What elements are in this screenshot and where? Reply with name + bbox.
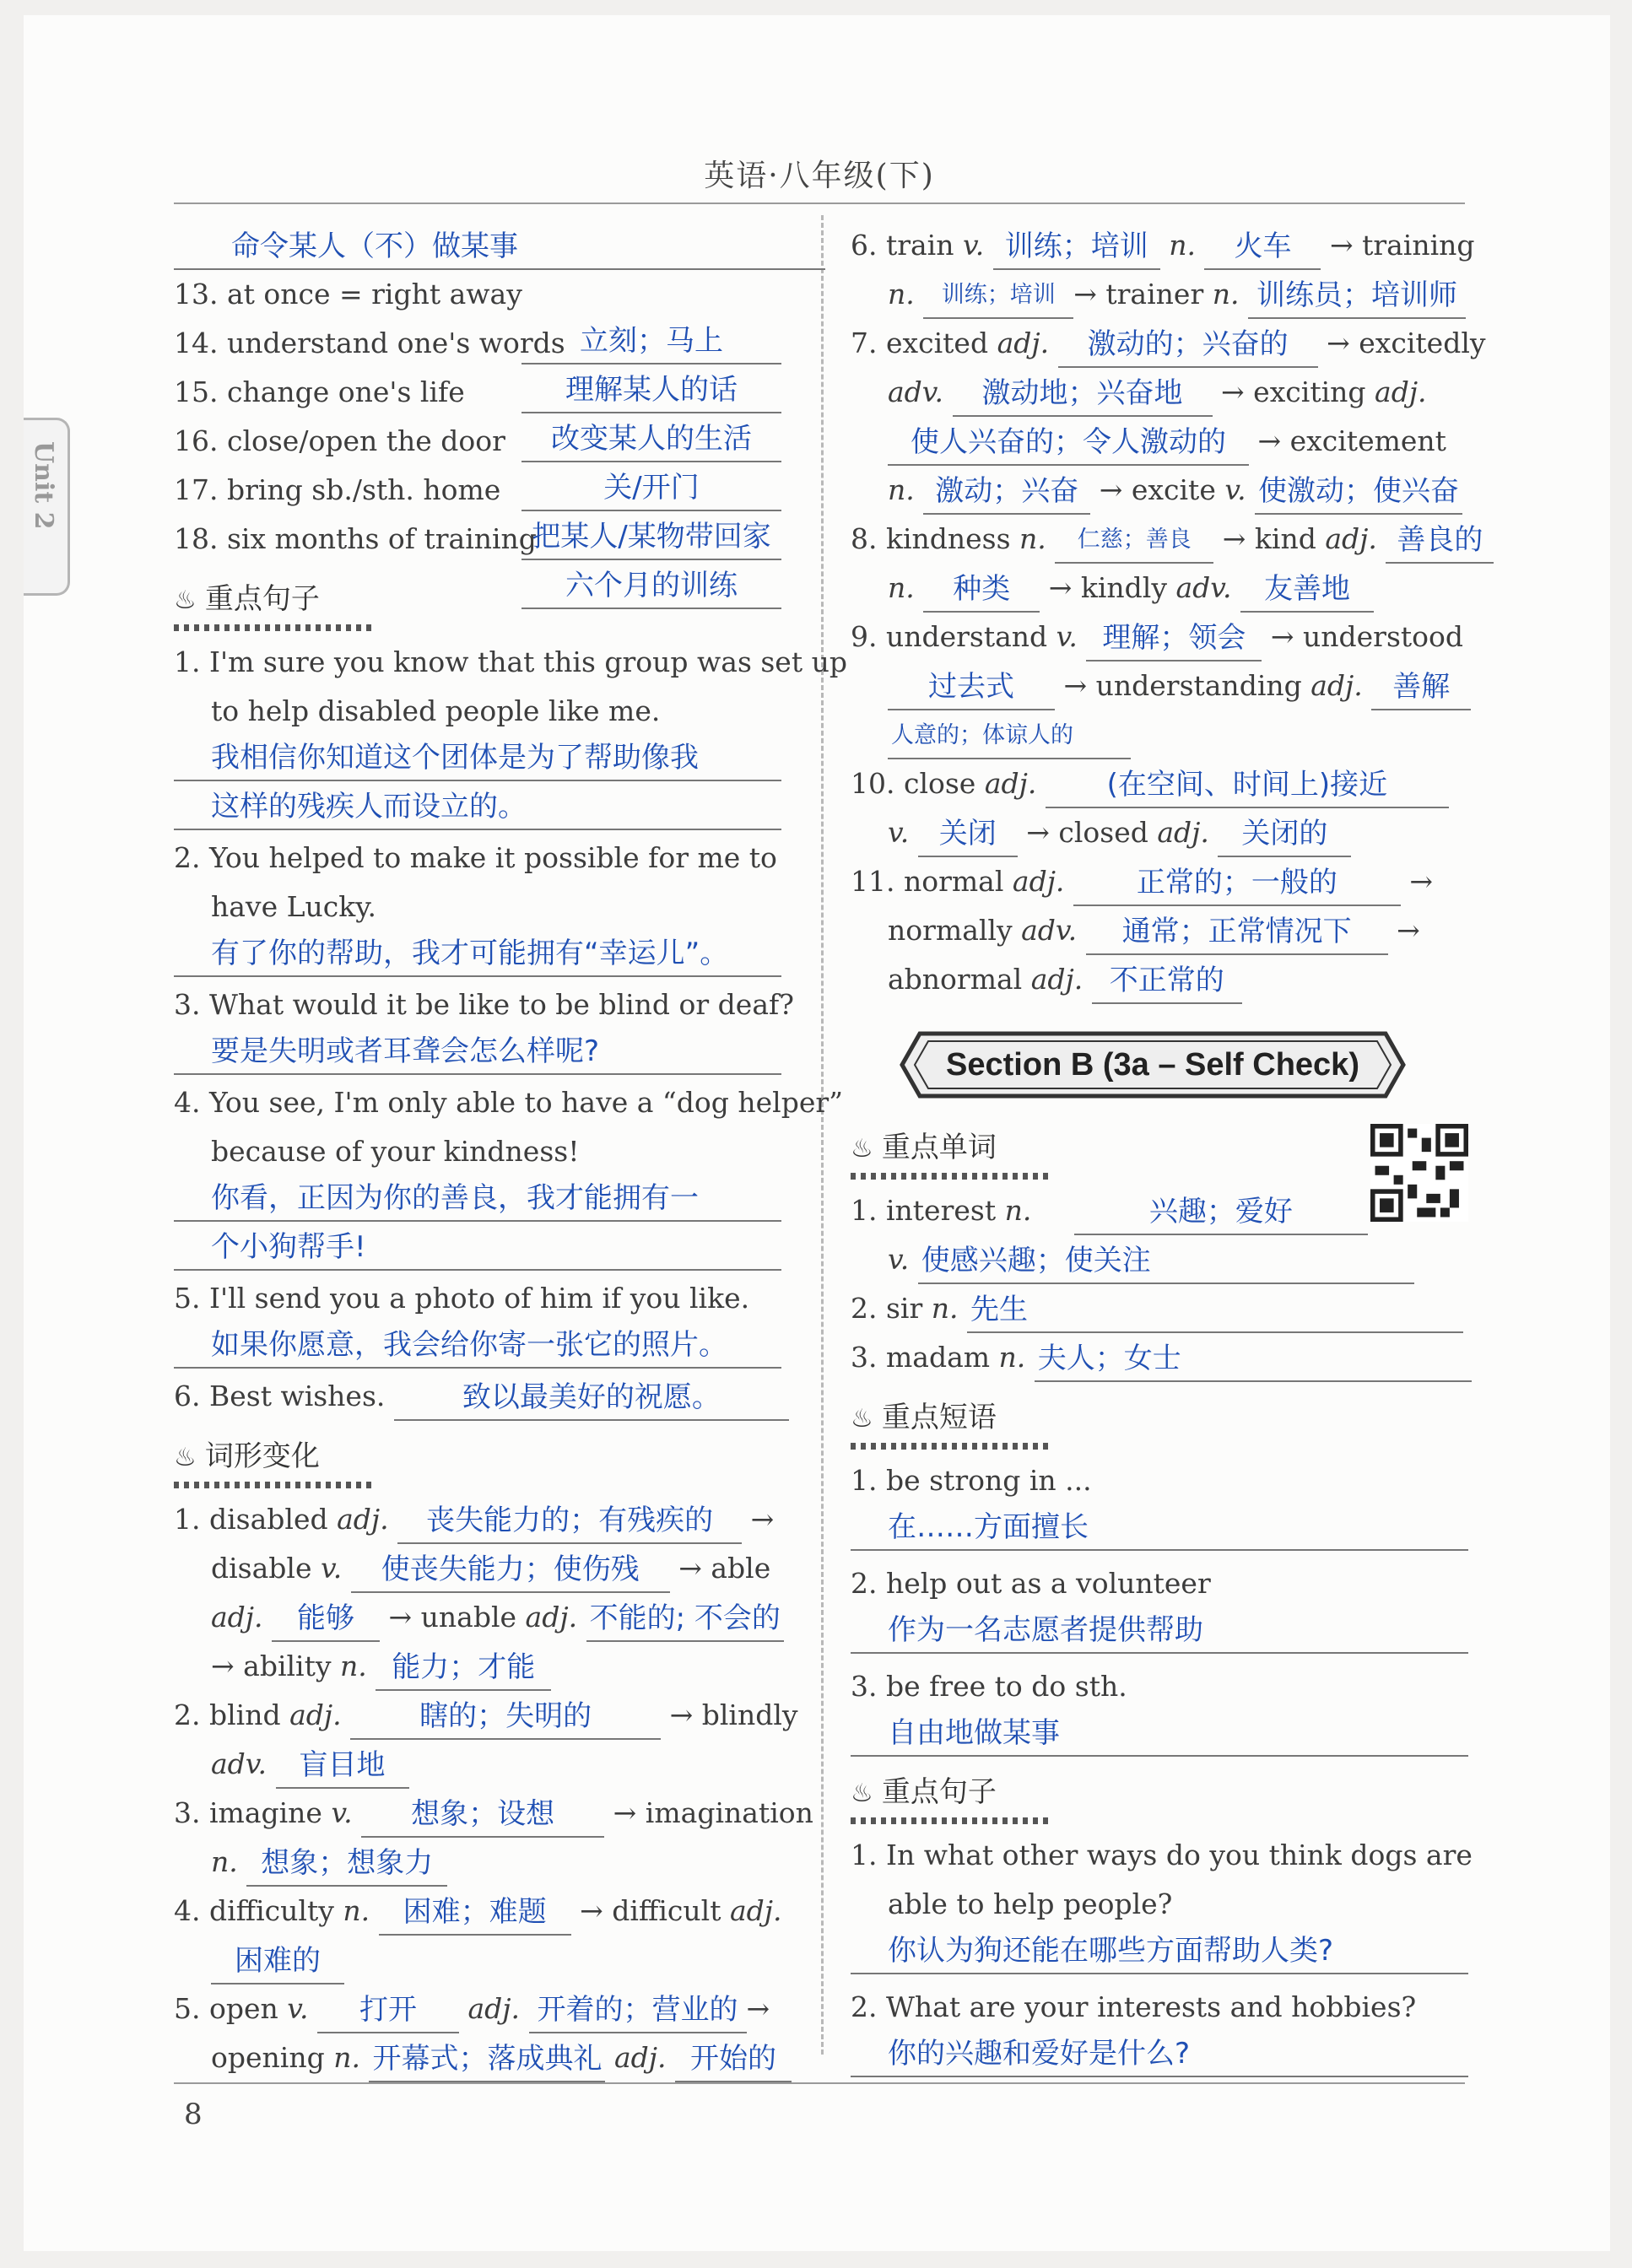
answer-text: 过去式 xyxy=(888,665,1055,710)
answer-text: 善解 xyxy=(1371,665,1471,710)
answer-text: 正常的；一般的 xyxy=(1073,861,1401,906)
section-heading-forms xyxy=(174,1433,781,1488)
answer-text: 把某人/某物带回家 xyxy=(521,515,781,560)
answer-text: 困难的 xyxy=(211,1939,344,1984)
answer-text: 你的兴趣和爱好是什么? xyxy=(851,2032,1468,2077)
answer-text: 开着的；营业的 xyxy=(529,1988,747,2033)
answer-text: 盲目地 xyxy=(276,1743,409,1789)
answer-text: 先生 xyxy=(967,1288,1463,1333)
answer-text: 不正常的 xyxy=(1092,958,1242,1004)
sentence-en: have Lucky. xyxy=(211,890,376,923)
form-item: 1. disabled adj. 丧失能力的；有残疾的 → disable v. 使丧失能力；使伤残 → able adj. 能够 → unable adj. 不能的; 不会的 → ability n. 能力；才能 xyxy=(174,1495,781,1691)
wave-underline xyxy=(174,624,376,631)
answer-text: 能够 xyxy=(272,1596,380,1642)
form-item: 6. train v. 训练；培训 n. 火车 → training n. 训练；培训 → trainer n. 训练员；培训师 xyxy=(851,221,1468,319)
answer-text: 训练；培训 xyxy=(923,273,1073,319)
answer-text: 关闭 xyxy=(918,812,1018,857)
sentence-en: 3. What would it be like to be blind or deaf? xyxy=(174,988,794,1021)
phrase-list xyxy=(851,1456,1468,1757)
answer-text: 使激动；使兴奋 xyxy=(1255,469,1462,515)
sentence-en: able to help people? xyxy=(888,1887,1173,1920)
sentence-en: 4. You see, I'm only able to have a “dog helper” xyxy=(174,1086,844,1119)
steam-icon: ♨ xyxy=(851,1404,873,1434)
section-banner xyxy=(900,1031,1406,1099)
answer-text: 你认为狗还能在哪些方面帮助人类? xyxy=(851,1929,1468,1974)
sentence-en: 1. I'm sure you know that this group was set up xyxy=(174,645,847,678)
answer-text: 善良的 xyxy=(1386,518,1494,564)
answer-text: 想象；设想 xyxy=(361,1792,604,1838)
answer-text: 关/开门 xyxy=(521,466,781,511)
section-heading-phrases xyxy=(851,1394,1468,1450)
phrase-en: 15. change one's life xyxy=(174,375,465,408)
sentence-list xyxy=(174,638,847,1369)
answer-text: 仁慈；善良 xyxy=(1055,518,1213,564)
sentence-item xyxy=(174,1372,781,1421)
form-item: 11. normal adj. 正常的；一般的 → normally adv. 通常；正常情况下 → abnormal adj. 不正常的 xyxy=(851,857,1468,1004)
answer-text: 训练；培训 xyxy=(993,224,1160,270)
wave-underline xyxy=(174,1482,376,1488)
answer-text: 立刻；马上 xyxy=(521,319,781,364)
right-column xyxy=(851,221,1486,2086)
word-item: 3. madam n. 夫人；女士 xyxy=(851,1333,1468,1382)
sentence-item xyxy=(174,834,781,977)
answer-text: 激动地；兴奋地 xyxy=(953,371,1213,417)
answer-text: 人意的；体谅人的 xyxy=(888,714,1131,759)
answer-text: 兴趣；爱好 xyxy=(1074,1190,1368,1235)
answer-text: 作为一名志愿者提供帮助 xyxy=(851,1608,1468,1654)
form-item: 5. open v. 打开 adj. 开着的；营业的 → opening n. 开幕式；落成典礼 adj. 开始的 xyxy=(174,1984,781,2082)
sentence-en: 2. You helped to make it possible for me to xyxy=(174,841,777,874)
sentence-en: 6. Best wishes. xyxy=(174,1380,386,1412)
section-heading-label: 重点短语 xyxy=(881,1401,997,1434)
page-number: 8 xyxy=(184,2098,203,2131)
answer-text: 困难；难题 xyxy=(379,1890,571,1936)
sentence-item xyxy=(174,1078,844,1271)
answer-text: 能力；才能 xyxy=(376,1645,551,1691)
unit-side-tab xyxy=(24,418,70,596)
answer-text: 友善地 xyxy=(1240,567,1374,613)
form-item: 8. kindness n. 仁慈；善良 → kind adj. 善良的 n. 种类 → kindly adv. 友善地 xyxy=(851,515,1468,613)
form-item: 10. close adj. (在空间、时间上)接近 v. 关闭 → closed adj. 关闭的 xyxy=(851,759,1468,857)
phrase-en: 17. bring sb./sth. home xyxy=(174,473,501,506)
phrase-en: 14. understand one's words xyxy=(174,327,565,359)
answer-text: (在空间、时间上)接近 xyxy=(1046,763,1449,808)
section-banner-title: Section B (3a – Self Check) xyxy=(946,1047,1359,1083)
answer-text: 激动的；兴奋的 xyxy=(1058,322,1318,368)
answer-text: 打开 xyxy=(317,1988,459,2033)
words-block xyxy=(851,1124,1468,1382)
section-heading-label: 重点单词 xyxy=(881,1131,997,1164)
sentence-item xyxy=(174,980,794,1075)
answer-text: 命令某人（不）做某事 xyxy=(174,224,825,270)
phrase-item xyxy=(851,1662,1468,1757)
sentence-en: 1. In what other ways do you think dogs are xyxy=(851,1839,1473,1871)
answer-text: 丧失能力的；有残疾的 xyxy=(397,1498,742,1544)
form-item: 7. excited adj. 激动的；兴奋的 → excitedly adv. 激动地；兴奋地 → exciting adj. 使人兴奋的；令人激动的 → excitement n. 激动；兴奋 → excite v. 使激动；使兴奋 xyxy=(851,319,1468,515)
answer-text: 使丧失能力；使伤残 xyxy=(351,1547,670,1593)
section-heading-label: 词形变化 xyxy=(204,1439,320,1473)
word-item: 1. interest n. 兴趣；爱好 v. 使感兴趣；使关注 xyxy=(851,1186,1468,1284)
answer-text: 致以最美好的祝愿。 xyxy=(394,1375,789,1421)
word-item: 2. sir n. 先生 xyxy=(851,1284,1468,1333)
steam-icon: ♨ xyxy=(174,1443,197,1472)
phrase-en: 1. be strong in ... xyxy=(851,1464,1092,1497)
section-heading-words xyxy=(851,1124,1468,1180)
answer-text: 通常；正常情况下 xyxy=(1086,910,1388,955)
section-heading-sentences xyxy=(851,1768,1468,1824)
answer-text: 种类 xyxy=(923,567,1040,613)
page-header: 英语·八年级(下) xyxy=(704,159,935,193)
answer-text: 想象；想象力 xyxy=(246,1841,447,1887)
sentence-item xyxy=(851,1831,1473,1974)
phrase-item xyxy=(851,1456,1468,1551)
answer-text: 开始的 xyxy=(675,2037,792,2082)
answer-text: 我相信你知道这个团体是为了帮助像我 xyxy=(174,736,781,781)
answer-text: 不能的; 不会的 xyxy=(586,1596,784,1642)
wave-underline xyxy=(851,1817,1053,1824)
left-column xyxy=(174,221,847,2082)
answer-text: 关闭的 xyxy=(1218,812,1351,857)
wave-underline xyxy=(851,1443,1053,1450)
wave-underline xyxy=(851,1173,1053,1180)
answer-text: 自由地做某事 xyxy=(851,1711,1468,1757)
phrase-en: 16. close/open the door xyxy=(174,424,505,457)
sentence-en: because of your kindness! xyxy=(211,1135,580,1168)
form-item: 4. difficulty n. 困难；难题 → difficult adj. 困难的 xyxy=(174,1887,781,1984)
phrase-en: 3. be free to do sth. xyxy=(851,1670,1127,1703)
answer-text: 激动；兴奋 xyxy=(923,469,1090,515)
answer-text: 在……方面擅长 xyxy=(851,1505,1468,1551)
sentence-list xyxy=(851,1831,1473,2077)
section-heading-label: 重点句子 xyxy=(204,582,320,616)
answer-text: 瞎的；失明的 xyxy=(350,1694,661,1740)
form-item: 9. understand v. 理解；领会 → understood 过去式 → understanding adj. 善解 人意的；体谅人的 xyxy=(851,613,1468,759)
section-heading-label: 重点句子 xyxy=(881,1775,997,1809)
header-rule xyxy=(174,202,1465,204)
steam-icon: ♨ xyxy=(174,586,197,615)
carryover-line xyxy=(174,221,781,270)
answer-text: 开幕式；落成典礼 xyxy=(369,2037,605,2082)
answer-text: 使人兴奋的；令人激动的 xyxy=(888,420,1249,466)
phrase-item xyxy=(851,1559,1468,1654)
sentence-item xyxy=(174,1274,781,1369)
answer-text: 要是失明或者耳聋会怎么样呢? xyxy=(174,1029,781,1075)
answer-text: 使感兴趣；使关注 xyxy=(918,1239,1414,1284)
answer-text: 你看，正因为你的善良，我才能拥有一 xyxy=(174,1176,781,1222)
sentence-en: 5. I'll send you a photo of him if you like. xyxy=(174,1282,750,1315)
answer-text: 改变某人的生活 xyxy=(521,417,781,462)
unit-tab-label: Unit 2 xyxy=(29,441,58,530)
phrase-en: 2. help out as a volunteer xyxy=(851,1567,1211,1600)
sentence-en: 2. What are your interests and hobbies? xyxy=(851,1990,1417,2023)
answer-text: 个小狗帮手! xyxy=(174,1225,781,1271)
sentence-en: to help disabled people like me. xyxy=(211,694,661,727)
answer-text: 如果你愿意，我会给你寄一张它的照片。 xyxy=(174,1323,781,1369)
form-item: 3. imagine v. 想象；设想 → imagination n. 想象；想象力 xyxy=(174,1789,781,1887)
answer-text: 理解某人的话 xyxy=(521,368,781,413)
answer-text: 夫人；女士 xyxy=(1035,1336,1472,1382)
section-heading-sentences xyxy=(174,575,781,631)
answer-text: 训练员；培训师 xyxy=(1248,273,1466,319)
sentence-item xyxy=(174,638,847,830)
form-item: 2. blind adj. 瞎的；失明的 → blindly adv. 盲目地 xyxy=(174,1691,781,1789)
answer-text: 六个月的训练 xyxy=(521,564,781,609)
answer-text: 有了你的帮助，我才可能拥有“幸运儿”。 xyxy=(174,932,781,977)
steam-icon: ♨ xyxy=(851,1779,873,1808)
column-divider xyxy=(821,215,824,2055)
answer-text: 火车 xyxy=(1204,224,1321,270)
phrase-en: 13. at once = right away xyxy=(174,278,522,310)
answer-text: 这样的残疾人而设立的。 xyxy=(174,785,781,830)
sentence-item xyxy=(851,1983,1468,2077)
steam-icon: ♨ xyxy=(851,1134,873,1164)
footer-rule xyxy=(174,2082,1465,2084)
answer-text: 理解；领会 xyxy=(1086,616,1262,662)
phrase-en: 18. six months of training xyxy=(174,522,537,555)
